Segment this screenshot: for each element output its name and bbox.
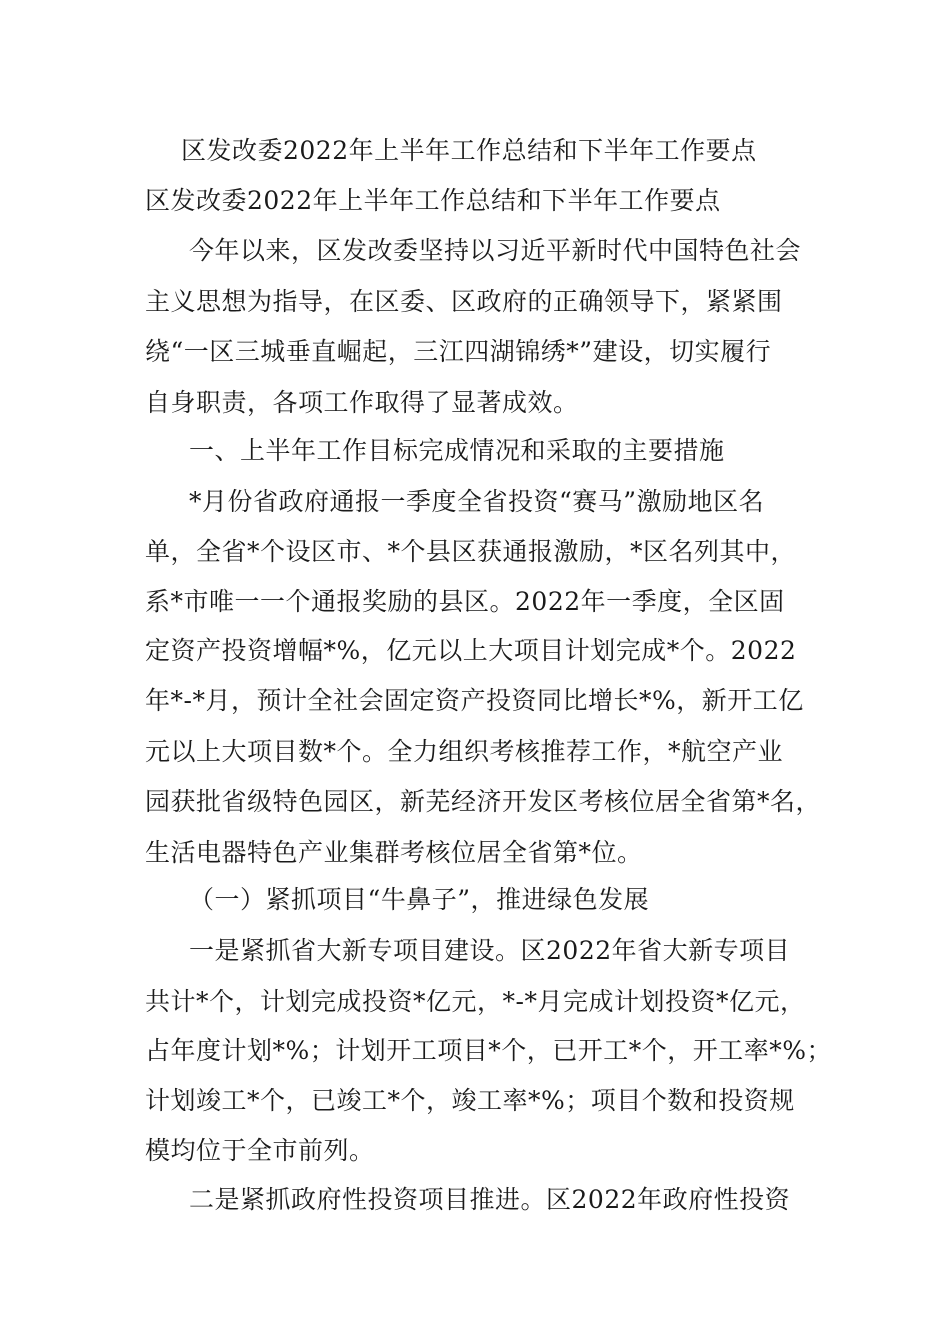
- paragraph-line: *月份省政府通报一季度全省投资“赛马”激励地区名: [189, 487, 765, 516]
- paragraph-line: 元以上大项目数*个。全力组织考核推荐工作，*航空产业: [145, 737, 784, 766]
- paragraph-line: 共计*个，计划完成投资*亿元，*-*月完成计划投资*亿元，: [145, 987, 806, 1016]
- section-heading: 一、上半年工作目标完成情况和采取的主要措施: [189, 436, 725, 465]
- paragraph-line: 生活电器特色产业集群考核位居全省第*位。: [145, 838, 643, 867]
- paragraph-line: 单，全省*个设区市、*个县区获通报激励，*区名列其中，: [145, 537, 797, 566]
- paragraph-line: 二是紧抓政府性投资项目推进。区2022年政府性投资: [189, 1185, 791, 1214]
- paragraph-line: 园获批省级特色园区，新芜经济开发区考核位居全省第*名，: [145, 787, 822, 816]
- paragraph-line: 模均位于全市前列。: [145, 1136, 375, 1165]
- paragraph-line: 年*-*月，预计全社会固定资产投资同比增长*%，新开工亿: [145, 686, 804, 715]
- paragraph-line: 绕“一区三城垂直崛起，三江四湖锦绣*”建设，切实履行: [145, 337, 772, 366]
- paragraph-line: 定资产投资增幅*%，亿元以上大项目计划完成*个。2022: [145, 636, 797, 665]
- paragraph-line: 占年度计划*%；计划开工项目*个，已开工*个，开工率*%；: [145, 1036, 833, 1065]
- document-subtitle: 区发改委2022年上半年工作总结和下半年工作要点: [145, 186, 721, 215]
- section-heading: （一）紧抓项目“牛鼻子”，推进绿色发展: [189, 885, 650, 914]
- paragraph-line: 一是紧抓省大新专项目建设。区2022年省大新专项目: [189, 936, 791, 965]
- paragraph-line: 系*市唯一一个通报奖励的县区。2022年一季度，全区固: [145, 587, 785, 616]
- paragraph-line: 主义思想为指导，在区委、区政府的正确领导下，紧紧围: [145, 287, 783, 316]
- document-title: 区发改委2022年上半年工作总结和下半年工作要点: [181, 136, 757, 165]
- paragraph-line: 自身职责，各项工作取得了显著成效。: [145, 388, 579, 417]
- paragraph-line: 今年以来，区发改委坚持以习近平新时代中国特色社会: [189, 236, 802, 265]
- paragraph-line: 计划竣工*个，已竣工*个，竣工率*%；项目个数和投资规: [145, 1086, 795, 1115]
